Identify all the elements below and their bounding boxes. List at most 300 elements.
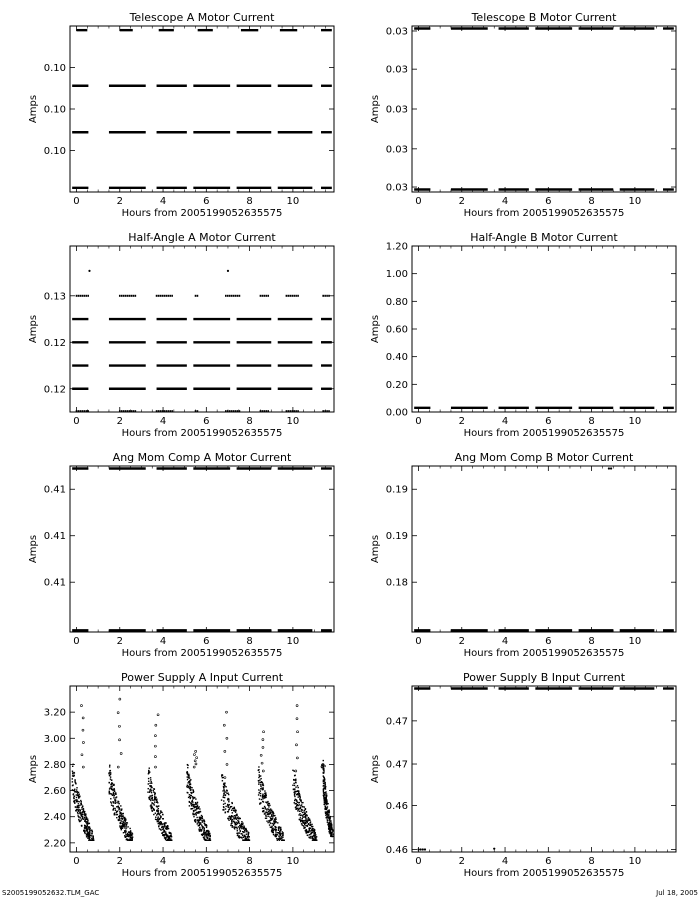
data-point bbox=[223, 804, 224, 805]
data-point bbox=[235, 824, 236, 825]
data-point bbox=[153, 791, 154, 792]
data-point bbox=[197, 410, 199, 412]
data-point bbox=[193, 816, 194, 817]
x-axis-label: Hours from 2005199052635575 bbox=[463, 868, 625, 879]
data-point bbox=[122, 826, 123, 827]
data-point bbox=[190, 790, 191, 791]
data-point bbox=[189, 781, 190, 782]
data-point bbox=[248, 839, 249, 840]
data-point bbox=[207, 838, 208, 839]
x-tick-label: 6 bbox=[203, 636, 210, 647]
data-point bbox=[275, 821, 276, 822]
data-point bbox=[262, 801, 263, 802]
data-point bbox=[299, 796, 300, 797]
data-point bbox=[82, 814, 83, 815]
data-point bbox=[157, 714, 159, 716]
x-tick-label: 8 bbox=[246, 416, 253, 427]
data-point bbox=[133, 295, 135, 297]
data-point bbox=[158, 825, 159, 826]
data-point bbox=[79, 820, 80, 821]
data-point bbox=[121, 829, 122, 830]
data-point bbox=[225, 295, 227, 297]
data-point bbox=[199, 830, 200, 831]
data-point bbox=[192, 808, 193, 809]
chart-title: Power Supply A Input Current bbox=[120, 671, 284, 684]
data-point bbox=[160, 410, 162, 412]
x-tick-label: 4 bbox=[501, 196, 509, 207]
data-point bbox=[225, 806, 226, 807]
data-point bbox=[195, 806, 196, 807]
chart-title: Power Supply B Input Current bbox=[462, 671, 626, 684]
data-point bbox=[154, 745, 156, 747]
data-point bbox=[227, 270, 229, 272]
data-point bbox=[122, 821, 123, 822]
data-point bbox=[259, 774, 260, 775]
data-point bbox=[327, 803, 328, 804]
data-point bbox=[127, 833, 128, 834]
data-point bbox=[297, 790, 298, 791]
data-point bbox=[246, 829, 247, 830]
y-tick-label: 0.18 bbox=[385, 577, 408, 589]
data-point bbox=[76, 794, 77, 795]
data-point bbox=[162, 410, 164, 412]
x-tick-label: 8 bbox=[246, 856, 253, 867]
data-point bbox=[200, 819, 201, 820]
x-tick-label: 0 bbox=[415, 636, 422, 647]
data-point bbox=[237, 830, 238, 831]
data-point bbox=[167, 410, 169, 412]
y-tick-label: 0.10 bbox=[43, 63, 66, 74]
x-axis-label: Hours from 2005199052635575 bbox=[121, 428, 283, 439]
data-point bbox=[258, 766, 259, 767]
y-tick-label: 0.47 bbox=[385, 759, 408, 771]
data-point bbox=[72, 773, 73, 774]
data-point bbox=[277, 840, 278, 841]
data-point bbox=[305, 830, 306, 831]
data-point bbox=[279, 831, 280, 832]
data-point bbox=[309, 837, 310, 838]
data-point bbox=[260, 786, 261, 787]
data-point bbox=[327, 820, 328, 821]
y-tick-label: 0.03 bbox=[385, 26, 408, 38]
data-point bbox=[325, 815, 326, 816]
data-point bbox=[114, 795, 115, 796]
data-point bbox=[241, 824, 242, 825]
data-point bbox=[90, 840, 91, 841]
data-point bbox=[164, 830, 165, 831]
data-point bbox=[295, 803, 296, 804]
data-point bbox=[88, 823, 89, 824]
data-point bbox=[125, 837, 126, 838]
data-point bbox=[123, 295, 125, 297]
data-point bbox=[420, 848, 422, 850]
data-point bbox=[89, 832, 90, 833]
data-point bbox=[295, 782, 296, 783]
data-point bbox=[85, 295, 87, 297]
data-point bbox=[268, 803, 269, 804]
data-point bbox=[299, 813, 300, 814]
data-point bbox=[298, 793, 299, 794]
data-point bbox=[264, 813, 265, 814]
data-point bbox=[274, 815, 275, 816]
data-point bbox=[87, 829, 88, 830]
data-point bbox=[237, 835, 238, 836]
data-point bbox=[170, 838, 171, 839]
data-point bbox=[232, 812, 233, 813]
data-point bbox=[235, 811, 236, 812]
data-point bbox=[89, 828, 90, 829]
data-point bbox=[260, 802, 261, 803]
data-point bbox=[310, 821, 311, 822]
data-point bbox=[332, 833, 333, 834]
data-point bbox=[115, 810, 116, 811]
data-point bbox=[125, 821, 126, 822]
data-point bbox=[187, 792, 188, 793]
data-point bbox=[295, 809, 296, 810]
data-point bbox=[171, 834, 172, 835]
data-point bbox=[262, 739, 264, 741]
data-point bbox=[282, 835, 283, 836]
data-point bbox=[237, 410, 239, 412]
data-point bbox=[327, 806, 328, 807]
data-point bbox=[294, 794, 295, 795]
data-point bbox=[86, 834, 87, 835]
data-point bbox=[125, 295, 127, 297]
data-point bbox=[152, 800, 153, 801]
data-point bbox=[165, 295, 167, 297]
data-point bbox=[330, 824, 331, 825]
data-point bbox=[113, 808, 114, 809]
data-point bbox=[233, 810, 234, 811]
data-point bbox=[225, 812, 226, 813]
data-point bbox=[119, 410, 121, 412]
x-tick-label: 10 bbox=[628, 856, 642, 867]
data-point bbox=[74, 779, 75, 780]
data-point bbox=[238, 826, 239, 827]
data-point bbox=[325, 809, 326, 810]
data-point bbox=[260, 784, 261, 785]
data-point bbox=[265, 410, 267, 412]
data-point bbox=[294, 775, 295, 776]
data-point bbox=[323, 775, 324, 776]
data-point bbox=[189, 787, 190, 788]
y-tick-label: 0.03 bbox=[385, 64, 408, 76]
data-point bbox=[117, 814, 118, 815]
data-point bbox=[298, 802, 299, 803]
data-point bbox=[159, 813, 160, 814]
data-point bbox=[195, 295, 197, 297]
data-point bbox=[87, 410, 89, 412]
data-point bbox=[124, 825, 125, 826]
data-point bbox=[306, 811, 307, 812]
data-point bbox=[150, 804, 151, 805]
data-point bbox=[127, 295, 129, 297]
data-point bbox=[162, 814, 163, 815]
data-point bbox=[280, 835, 281, 836]
data-point bbox=[293, 779, 294, 780]
y-tick-label: 0.46 bbox=[385, 801, 408, 813]
data-point bbox=[262, 295, 264, 297]
data-point bbox=[114, 791, 115, 792]
data-point bbox=[224, 790, 225, 791]
data-point bbox=[264, 797, 265, 798]
data-point bbox=[118, 803, 119, 804]
data-point bbox=[325, 811, 326, 812]
data-point bbox=[148, 781, 149, 782]
data-point bbox=[74, 781, 75, 782]
data-point bbox=[327, 815, 328, 816]
data-point bbox=[270, 827, 271, 828]
data-point bbox=[112, 795, 113, 796]
data-point bbox=[167, 295, 169, 297]
data-point bbox=[227, 295, 229, 297]
data-point bbox=[78, 805, 79, 806]
data-point bbox=[190, 808, 191, 809]
data-point bbox=[301, 804, 302, 805]
data-point bbox=[314, 834, 315, 835]
data-point bbox=[197, 823, 198, 824]
data-point bbox=[197, 295, 199, 297]
data-point bbox=[160, 829, 161, 830]
chart-title: Ang Mom Comp B Motor Current bbox=[454, 451, 634, 464]
data-point bbox=[295, 295, 297, 297]
data-point bbox=[126, 824, 127, 825]
data-point bbox=[111, 782, 112, 783]
data-point bbox=[263, 731, 265, 733]
data-point bbox=[160, 822, 161, 823]
data-point bbox=[150, 779, 151, 780]
data-point bbox=[258, 789, 259, 790]
data-point bbox=[150, 786, 151, 787]
data-point bbox=[148, 778, 149, 779]
data-point bbox=[241, 828, 242, 829]
data-point bbox=[323, 789, 324, 790]
data-point bbox=[223, 787, 224, 788]
data-point bbox=[126, 839, 127, 840]
data-point bbox=[226, 790, 227, 791]
data-point bbox=[304, 827, 305, 828]
x-tick-label: 10 bbox=[628, 196, 642, 207]
data-point bbox=[111, 804, 112, 805]
data-point bbox=[80, 817, 81, 818]
data-point bbox=[163, 834, 164, 835]
data-point bbox=[188, 774, 189, 775]
data-point bbox=[113, 793, 114, 794]
data-point bbox=[302, 802, 303, 803]
data-point bbox=[110, 798, 111, 799]
data-point bbox=[304, 816, 305, 817]
y-tick-label: 0.13 bbox=[43, 291, 66, 303]
data-point bbox=[248, 833, 249, 834]
data-point bbox=[111, 788, 112, 789]
data-point bbox=[187, 785, 188, 786]
data-point bbox=[120, 823, 121, 824]
data-point bbox=[154, 766, 156, 768]
data-point bbox=[158, 819, 159, 820]
x-tick-label: 0 bbox=[73, 856, 80, 867]
data-point bbox=[233, 826, 234, 827]
data-point bbox=[186, 772, 187, 773]
data-point bbox=[281, 833, 282, 834]
data-point bbox=[261, 799, 262, 800]
data-point bbox=[91, 840, 92, 841]
data-point bbox=[78, 795, 79, 796]
data-point bbox=[116, 817, 117, 818]
x-tick-label: 6 bbox=[545, 856, 552, 867]
data-point bbox=[305, 808, 306, 809]
data-point bbox=[228, 794, 229, 795]
data-point bbox=[323, 793, 324, 794]
data-point bbox=[86, 817, 87, 818]
data-point bbox=[120, 805, 121, 806]
data-point bbox=[195, 821, 196, 822]
data-point bbox=[233, 295, 235, 297]
data-point bbox=[221, 799, 222, 800]
data-point bbox=[151, 781, 152, 782]
data-point bbox=[325, 797, 326, 798]
data-point bbox=[195, 813, 196, 814]
data-point bbox=[608, 467, 610, 469]
data-point bbox=[80, 820, 81, 821]
data-point bbox=[311, 829, 312, 830]
data-point bbox=[292, 770, 293, 771]
x-tick-label: 0 bbox=[415, 416, 422, 427]
data-point bbox=[244, 830, 245, 831]
chart-title: Telescope A Motor Current bbox=[129, 11, 275, 24]
x-tick-label: 8 bbox=[246, 196, 253, 207]
data-point bbox=[262, 798, 263, 799]
data-point bbox=[312, 836, 313, 837]
data-point bbox=[72, 785, 73, 786]
chart-panel-5 bbox=[28, 451, 334, 659]
data-point bbox=[83, 295, 85, 297]
data-point bbox=[112, 805, 113, 806]
data-point bbox=[118, 807, 119, 808]
data-point bbox=[201, 820, 202, 821]
x-tick-label: 8 bbox=[588, 196, 595, 207]
data-point bbox=[226, 793, 227, 794]
data-point bbox=[195, 803, 196, 804]
x-tick-label: 2 bbox=[116, 856, 123, 867]
data-point bbox=[116, 806, 117, 807]
data-point bbox=[91, 838, 92, 839]
data-point bbox=[155, 817, 156, 818]
data-point bbox=[205, 824, 206, 825]
data-point bbox=[275, 832, 276, 833]
data-point bbox=[188, 797, 189, 798]
data-point bbox=[129, 295, 131, 297]
data-point bbox=[155, 799, 156, 800]
data-point bbox=[109, 793, 110, 794]
data-point bbox=[493, 848, 495, 850]
data-point bbox=[295, 410, 297, 412]
y-tick-label: 0.10 bbox=[43, 104, 66, 116]
data-point bbox=[328, 295, 330, 297]
data-point bbox=[297, 410, 299, 412]
data-point bbox=[74, 772, 75, 773]
data-point bbox=[84, 813, 85, 814]
data-point bbox=[192, 796, 193, 797]
data-point bbox=[278, 835, 279, 836]
data-point bbox=[187, 773, 188, 774]
data-point bbox=[151, 783, 152, 784]
y-axis-label: Amps bbox=[370, 534, 381, 564]
data-point bbox=[193, 792, 194, 793]
data-point bbox=[329, 822, 330, 823]
data-point bbox=[82, 766, 84, 768]
data-point bbox=[228, 807, 229, 808]
data-point bbox=[259, 792, 260, 793]
data-point bbox=[296, 800, 297, 801]
y-axis-label: Amps bbox=[370, 94, 381, 124]
data-point bbox=[199, 827, 200, 828]
data-point bbox=[206, 836, 207, 837]
data-point bbox=[309, 820, 310, 821]
data-point bbox=[149, 783, 150, 784]
data-point bbox=[89, 826, 90, 827]
data-point bbox=[125, 410, 127, 412]
data-point bbox=[328, 810, 329, 811]
data-point bbox=[80, 800, 81, 801]
y-tick-label: 2.80 bbox=[43, 759, 66, 771]
y-tick-label: 0.60 bbox=[385, 324, 408, 336]
data-point bbox=[297, 796, 298, 797]
data-point bbox=[258, 783, 259, 784]
data-point bbox=[276, 836, 277, 837]
data-point bbox=[306, 832, 307, 833]
data-point bbox=[265, 793, 266, 794]
data-point bbox=[237, 822, 238, 823]
data-point bbox=[127, 840, 128, 841]
data-point bbox=[76, 792, 77, 793]
data-point bbox=[229, 410, 231, 412]
data-point bbox=[262, 746, 264, 748]
data-point bbox=[324, 787, 325, 788]
data-point bbox=[158, 821, 159, 822]
y-tick-label: 2.40 bbox=[43, 812, 66, 824]
data-point bbox=[85, 410, 87, 412]
data-point bbox=[259, 798, 260, 799]
data-point bbox=[274, 823, 275, 824]
data-point bbox=[272, 811, 273, 812]
data-point bbox=[277, 822, 278, 823]
data-point bbox=[273, 814, 274, 815]
data-point bbox=[323, 799, 324, 800]
data-point bbox=[75, 782, 76, 783]
data-point bbox=[310, 830, 311, 831]
data-point bbox=[325, 792, 326, 793]
data-point bbox=[231, 810, 232, 811]
x-tick-label: 6 bbox=[545, 636, 552, 647]
data-point bbox=[78, 807, 79, 808]
data-point bbox=[328, 410, 330, 412]
data-point bbox=[259, 779, 260, 780]
data-point bbox=[198, 821, 199, 822]
data-point bbox=[325, 813, 326, 814]
data-point bbox=[160, 816, 161, 817]
data-point bbox=[72, 771, 73, 772]
data-point bbox=[275, 830, 276, 831]
data-point bbox=[202, 826, 203, 827]
data-point bbox=[204, 830, 205, 831]
data-point bbox=[327, 822, 328, 823]
data-point bbox=[241, 826, 242, 827]
data-point bbox=[263, 787, 264, 788]
data-point bbox=[330, 825, 331, 826]
data-point bbox=[76, 789, 77, 790]
data-point bbox=[239, 828, 240, 829]
data-point bbox=[226, 763, 228, 765]
